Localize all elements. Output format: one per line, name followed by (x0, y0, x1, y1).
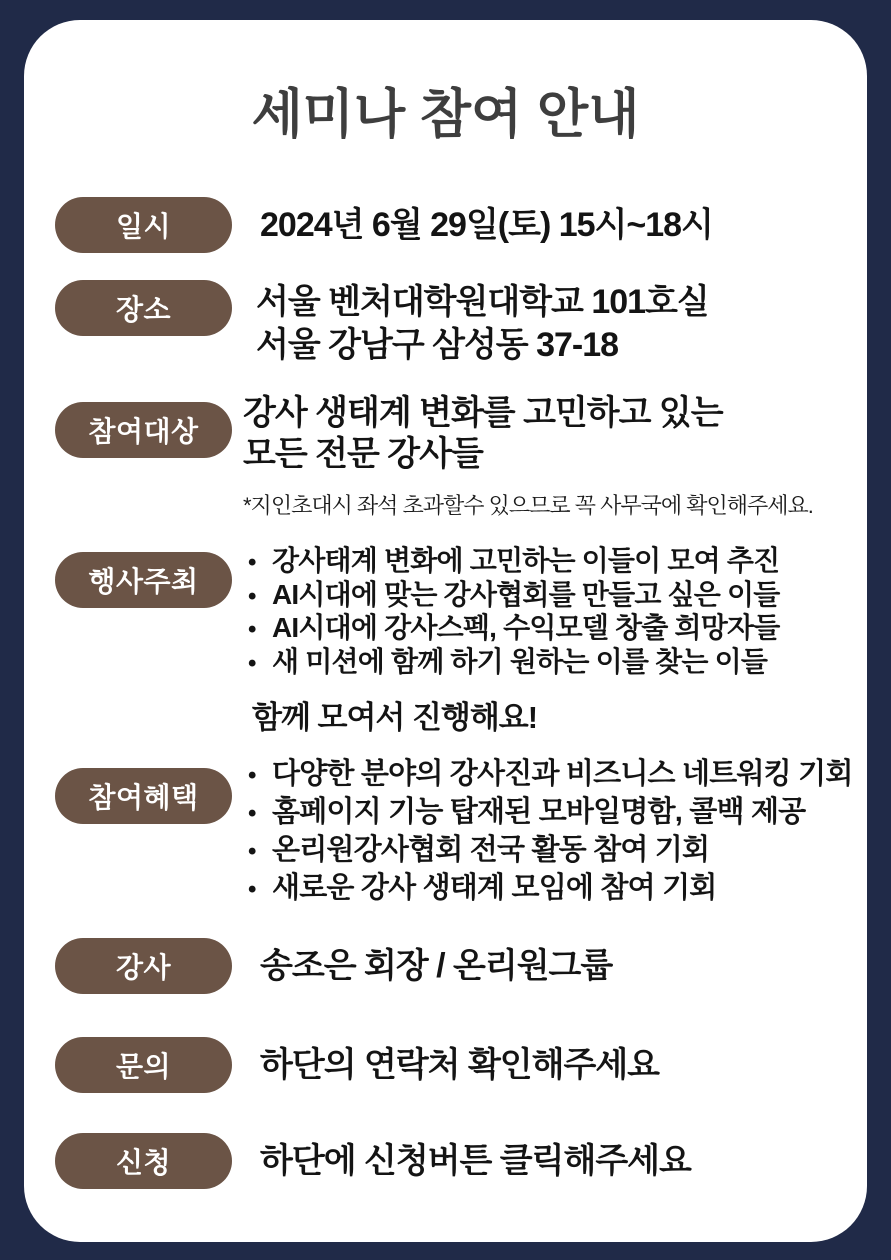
row-benefit (55, 758, 853, 908)
place-line-2: 서울 강남구 삼성동 37-18 (256, 326, 619, 364)
target-line-1: 강사 생태계 변화를 고민하고 있는 (243, 394, 723, 432)
benefit-bullet-4: 새로운 강사 생태계 모임에 참여 기회 (272, 872, 717, 904)
benefit-bullet-list (248, 756, 853, 908)
label-pill-apply (55, 1133, 232, 1189)
label-pill-benefit-text: 참여혜택 (88, 782, 199, 813)
target-value (243, 393, 813, 526)
label-pill-place (55, 280, 232, 336)
bullet-item (248, 870, 853, 908)
row-target (55, 394, 813, 526)
label-pill-apply-text: 신청 (115, 1147, 172, 1178)
row-speaker (55, 938, 612, 994)
benefit-bullet-1: 다양한 분야의 강사진과 비즈니스 네트워킹 기회 (272, 758, 853, 790)
bullet-icon: • (248, 649, 256, 677)
place-line-1: 서울 벤처대학원대학교 101호실 (256, 283, 709, 321)
bullet-item (248, 579, 780, 613)
bullet-icon: • (248, 876, 256, 903)
row-place (55, 280, 709, 367)
bullet-item (248, 646, 780, 680)
host-footer: 함께 모여서 진행해요! (252, 700, 538, 735)
label-pill-datetime-text: 일시 (115, 211, 172, 242)
host-bullet-4: 새 미션에 함께 하기 원하는 이를 찾는 이들 (272, 645, 768, 677)
bullet-icon: • (248, 762, 256, 789)
apply-value: 하단에 신청버튼 클릭해주세요 (260, 1142, 691, 1180)
label-pill-host (55, 552, 232, 608)
host-bullet-3: AI시대에 강사스펙, 수익모델 창출 희망자들 (272, 612, 780, 643)
page-title: 세미나 참여 안내 (251, 85, 640, 144)
label-pill-place-text: 장소 (115, 294, 172, 325)
target-line-2: 모든 전문 강사들 (243, 435, 483, 473)
row-apply (55, 1133, 691, 1189)
speaker-value: 송조은 회장 / 온리원그룹 (260, 947, 613, 985)
host-bullet-2: AI시대에 맞는 강사협회를 만들고 싶은 이들 (272, 578, 780, 610)
bullet-item (248, 545, 780, 579)
label-pill-datetime (55, 197, 232, 253)
label-pill-speaker-text: 강사 (115, 952, 172, 983)
host-bullet-list (248, 545, 780, 679)
bullet-item (248, 756, 853, 794)
label-pill-target (55, 402, 232, 458)
bullet-icon: • (248, 549, 256, 576)
benefit-bullet-2: 홈페이지 기능 탑재된 모바일명함, 콜백 제공 (272, 796, 806, 828)
inquiry-value: 하단의 연락처 확인해주세요 (260, 1046, 660, 1084)
host-bullet-1: 강사태계 변화에 고민하는 이들이 모여 추진 (272, 545, 780, 576)
bullet-item (248, 612, 780, 646)
bullet-icon: • (248, 838, 256, 865)
label-pill-host-text: 행사주최 (88, 566, 199, 597)
label-pill-inquiry-text: 문의 (115, 1051, 172, 1082)
place-value (256, 281, 709, 367)
bullet-item (248, 832, 853, 870)
host-content (232, 545, 780, 737)
bullet-icon: • (248, 800, 256, 827)
bullet-icon: • (248, 616, 256, 643)
bullet-icon: • (248, 582, 256, 610)
datetime-value: 2024년 6월 29일(토) 15시~18시 (260, 206, 713, 244)
benefit-bullet-3: 온리원강사협회 전국 활동 참여 기회 (272, 834, 710, 866)
label-pill-speaker (55, 938, 232, 994)
bullet-item (248, 794, 853, 832)
row-host (55, 545, 780, 737)
target-note: *지인초대시 좌석 초과할수 있으므로 꼭 사무국에 확인해주세요. (243, 493, 813, 518)
label-pill-target-text: 참여대상 (88, 416, 199, 447)
label-pill-inquiry (55, 1037, 232, 1093)
row-datetime (55, 197, 713, 253)
row-inquiry (55, 1037, 659, 1093)
label-pill-benefit (55, 768, 232, 824)
